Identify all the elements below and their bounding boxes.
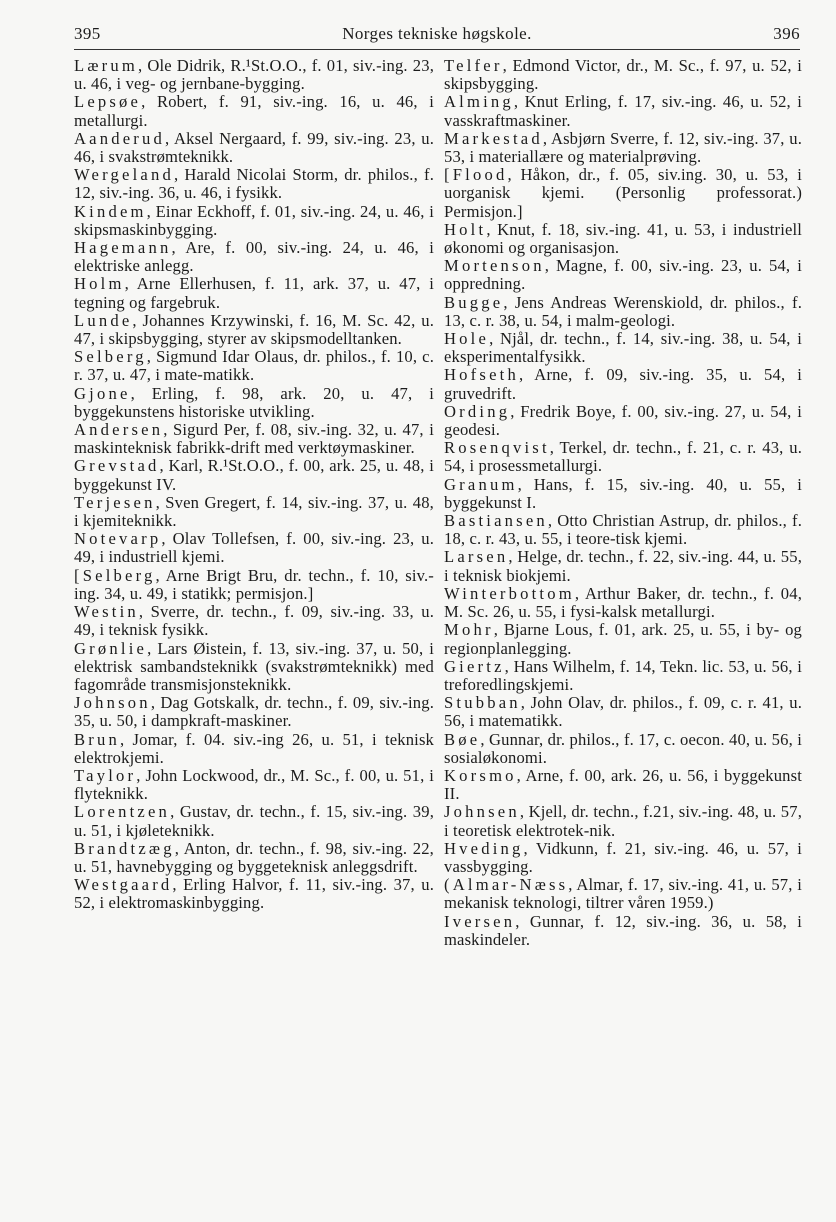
entry-surname: Johnsen [444, 802, 520, 822]
faculty-entry [74, 530, 434, 566]
entry-details: , Helge, dr. techn., f. 22, siv.-ing. 44, u. 55, i teknisk biokjemi. [444, 547, 802, 585]
entry-details: , Karl, R.¹St.O.O., f. 00, ark. 25, u. 48, i byggekunst IV. [74, 456, 434, 494]
entry-surname: Markestad [444, 128, 543, 148]
entry-details: , Johannes Krzywinski, f. 16, M. Sc. 42, u. 47, i skipsbygging, styrer av skipsmodelltanken. [74, 310, 434, 349]
entry-surname: [Flood [444, 165, 508, 185]
entry-details: , Arthur Baker, dr. techn., f. 04, M. Sc. 26, u. 55, i fysi-kalsk metallurgi. [444, 583, 802, 622]
entry-surname: Holt [444, 219, 487, 239]
entry-details: , Fredrik Boye, f. 00, siv.-ing. 27, u. 54, i geodesi. [444, 401, 802, 440]
faculty-entry [74, 348, 434, 384]
entry-surname: Bøe [444, 729, 481, 749]
entry-surname: Holm [74, 274, 125, 294]
faculty-entry [444, 548, 802, 584]
entry-surname: Notevarp [74, 529, 162, 549]
entry-details: , Arne Brigt Bru, dr. techn., f. 10, siv.-ing. 34, u. 49, i statikk; permisjon.] [74, 565, 434, 603]
entry-details: , Jens Andreas Werenskiold, dr. philos., f. 13, c. r. 38, u. 54, i malm-geologi. [444, 292, 802, 330]
faculty-entry [444, 658, 802, 694]
faculty-entry [74, 385, 434, 421]
entry-details: , Einar Eckhoff, f. 01, siv.-ing. 24, u. 46, i skipsmaskinbygging. [74, 201, 434, 239]
faculty-entry [74, 275, 434, 311]
faculty-entry [74, 130, 434, 166]
faculty-entry [74, 767, 434, 803]
faculty-entry [74, 694, 434, 730]
entry-details: , Sverre, dr. techn., f. 09, siv.-ing. 33, u. 49, i teknisk fysikk. [74, 602, 434, 640]
entry-details: , Hans, f. 15, siv.-ing. 40, u. 55, i byggekunst I. [444, 474, 802, 512]
entry-details: , Erling Halvor, f. 11, siv.-ing. 37, u. 52, i elektromaskinbygging. [74, 875, 434, 913]
entry-surname: Selberg [74, 347, 147, 367]
entry-surname: Alming [444, 92, 514, 112]
entry-details: , Olav Tollefsen, f. 00, siv.-ing. 23, u. 49, i industriell kjemi. [74, 529, 434, 567]
entry-details: , Sigurd Per, f. 08, siv.-ing. 32, u. 47, i maskinteknisk fabrikk-drift med verktøymaskiner. [74, 420, 434, 458]
entry-surname: Bastiansen [444, 511, 548, 531]
entry-details: , Sigmund Idar Olaus, dr. philos., f. 10, c. r. 37, u. 47, i mate-matikk. [74, 347, 434, 385]
faculty-entry [74, 239, 434, 275]
entry-surname: Lorentzen [74, 802, 171, 822]
entry-details: , John Lockwood, dr., M. Sc., f. 00, u. 51, i flyteknikk. [74, 765, 434, 804]
faculty-entry [74, 603, 434, 639]
faculty-entry [444, 330, 802, 366]
entry-details: , Edmond Victor, dr., M. Sc., f. 97, u. 52, i skipsbygging. [444, 56, 802, 94]
entry-details: , Vidkunn, f. 21, siv.-ing. 46, u. 57, i vassbygging. [444, 838, 802, 876]
entry-details: , Knut, f. 18, siv.-ing. 41, u. 53, i industriell økonomi og organisasjon. [444, 219, 802, 258]
page-number-right: 396 [773, 24, 800, 43]
entry-details: , Hans Wilhelm, f. 14, Tekn. lic. 53, u. 56, i treforedlingskjemi. [444, 656, 802, 694]
entry-details: , Dag Gotskalk, dr. techn., f. 09, siv.-ing. 35, u. 50, i dampkraft-maskiner. [74, 693, 434, 731]
right-column [444, 57, 802, 949]
entry-surname: Iversen [444, 911, 516, 931]
entry-details: , Sven Gregert, f. 14, siv.-ing. 37, u. 48, i kjemiteknikk. [74, 492, 434, 531]
faculty-entry [444, 476, 802, 512]
entry-details: , Ole Didrik, R.¹St.O.O., f. 01, siv.-ing. 23, u. 46, i veg- og jernbane-bygging. [74, 56, 434, 94]
entry-details: , Kjell, dr. techn., f.21, siv.-ing. 48, u. 57, i teoretisk elektrotek-nik. [444, 802, 802, 840]
faculty-entry [444, 585, 802, 621]
entry-surname: (Almar-Næss [444, 875, 569, 895]
entry-details: , Almar, f. 17, siv.-ing. 41, u. 57, i mekanisk teknologi, tiltrer våren 1959.) [444, 875, 802, 913]
faculty-entry [444, 366, 802, 402]
entry-surname: Bugge [444, 292, 504, 312]
faculty-entry [74, 457, 434, 493]
entry-details: , Gunnar, dr. philos., f. 17, c. oecon. 40, u. 56, i sosialøkonomi. [444, 729, 802, 767]
entry-surname: Rosenqvist [444, 438, 550, 458]
entry-details: , Jomar, f. 04. siv.-ing 26, u. 51, i teknisk elektrokjemi. [74, 729, 434, 767]
entry-surname: Giertz [444, 656, 505, 676]
entry-surname: Korsmo [444, 765, 517, 785]
entry-details: , John Olav, dr. philos., f. 09, c. r. 41, u. 56, i matematikk. [444, 693, 802, 731]
entry-surname: Lepsøe [74, 92, 142, 112]
entry-surname: Hveding [444, 838, 524, 858]
entry-surname: Grønlie [74, 638, 148, 658]
entry-details: , Njål, dr. techn., f. 14, siv.-ing. 38, u. 54, i eksperimentalfysikk. [444, 329, 802, 367]
faculty-entry [74, 57, 434, 93]
faculty-entry [444, 130, 802, 166]
entry-details: , Harald Nicolai Storm, dr. philos., f. 12, siv.-ing. 36, u. 46, i fysikk. [74, 165, 434, 203]
page-number-left: 395 [74, 24, 101, 43]
faculty-entry [444, 767, 802, 803]
faculty-entry [74, 494, 434, 530]
entry-details: , Bjarne Lous, f. 01, ark. 25, u. 55, i by- og regionplanlegging. [444, 620, 802, 658]
entry-details: , Håkon, dr., f. 05, siv.ing. 30, u. 53, i uorganisk kjemi. (Personlig professorat.) Permisjon.] [444, 165, 802, 221]
faculty-entry [444, 731, 802, 767]
entry-surname: Aanderud [74, 128, 166, 148]
faculty-entry [444, 913, 802, 949]
faculty-entry [444, 512, 802, 548]
entry-surname: Larsen [444, 547, 509, 567]
entry-surname: Hagemann [74, 238, 172, 258]
entry-surname: Lunde [74, 310, 133, 330]
entry-surname: Brandtzæg [74, 838, 175, 858]
faculty-entry [74, 166, 434, 202]
faculty-entry [74, 731, 434, 767]
faculty-entry [444, 803, 802, 839]
entry-surname: Lærum [74, 56, 138, 75]
entry-surname: Mohr [444, 620, 494, 640]
entry-details: , Knut Erling, f. 17, siv.-ing. 46, u. 52, i vasskraftmaskiner. [444, 92, 802, 130]
faculty-entry [74, 840, 434, 876]
entry-details: , Anton, dr. techn., f. 98, siv.-ing. 22, u. 51, havnebygging og byggeteknisk anleggsdrift. [74, 838, 434, 876]
entry-surname: Taylor [74, 765, 137, 785]
faculty-entry [74, 567, 434, 603]
entry-surname: Johnson [74, 693, 151, 713]
entry-details: , Arne Ellerhusen, f. 11, ark. 37, u. 47, i tegning og fargebruk. [74, 274, 434, 312]
entry-surname: Brun [74, 729, 120, 749]
faculty-entry [444, 57, 802, 93]
faculty-entry [444, 876, 802, 912]
faculty-entry [74, 803, 434, 839]
entry-details: , Arne, f. 00, ark. 26, u. 56, i byggekunst II. [444, 765, 802, 804]
entry-surname: Westin [74, 602, 139, 622]
entry-surname: Grevstad [74, 456, 160, 476]
entry-surname: Winterbottom [444, 583, 575, 603]
entry-details: , Magne, f. 00, siv.-ing. 23, u. 54, i oppredning. [444, 256, 802, 294]
entry-surname: Gjone [74, 383, 131, 403]
entry-details: , Arne, f. 09, siv.-ing. 35, u. 54, i gruvedrift. [444, 365, 802, 403]
entry-surname: [Selberg [74, 565, 156, 585]
running-title: Norges tekniske høgskole. [342, 24, 532, 43]
entry-surname: Ording [444, 401, 511, 421]
faculty-entry [74, 312, 434, 348]
entry-details: , Otto Christian Astrup, dr. philos., f. 18, c. r. 43, u. 55, i teore-tisk kjemi. [444, 511, 802, 549]
faculty-entry [444, 439, 802, 475]
left-column [74, 57, 434, 913]
entry-surname: Terjesen [74, 492, 156, 512]
faculty-entry [444, 294, 802, 330]
faculty-entry [74, 421, 434, 457]
entry-surname: Hofseth [444, 365, 519, 385]
entry-surname: Granum [444, 474, 518, 494]
entry-surname: Mortenson [444, 256, 545, 276]
faculty-entry [74, 203, 434, 239]
entry-surname: Telfer [444, 56, 503, 75]
entry-details: , Lars Øistein, f. 13, siv.-ing. 37, u. 50, i elektrisk sambandsteknikk (svakstrømteknikk) med fagområde transmisjonsteknikk. [74, 638, 434, 694]
entry-surname: Kindem [74, 201, 147, 221]
faculty-entry [444, 403, 802, 439]
faculty-entry [444, 257, 802, 293]
faculty-entry [444, 621, 802, 657]
entry-surname: Westgaard [74, 875, 173, 895]
entry-details: , Terkel, dr. techn., f. 21, c. r. 43, u. 54, i prosessmetallurgi. [444, 438, 802, 476]
entry-surname: Wergeland [74, 165, 174, 185]
faculty-entry [74, 640, 434, 695]
entry-details: , Erling, f. 98, ark. 20, u. 47, i byggekunstens historiske utvikling. [74, 383, 434, 421]
entry-details: , Gunnar, f. 12, siv.-ing. 36, u. 58, i maskindeler. [444, 911, 802, 949]
faculty-entry [444, 93, 802, 129]
entry-details: , Are, f. 00, siv.-ing. 24, u. 46, i elektriske anlegg. [74, 238, 434, 276]
header-rule [74, 49, 800, 50]
faculty-entry [74, 876, 434, 912]
entry-details: , Robert, f. 91, siv.-ing. 16, u. 46, i metallurgi. [74, 92, 434, 130]
faculty-entry [74, 93, 434, 129]
faculty-entry [444, 166, 802, 221]
faculty-entry [444, 840, 802, 876]
entry-details: , Aksel Nergaard, f. 99, siv.-ing. 23, u. 46, i svakstrømteknikk. [74, 128, 434, 167]
entry-details: , Gustav, dr. techn., f. 15, siv.-ing. 39, u. 51, i kjøleteknikk. [74, 802, 434, 840]
entry-surname: Hole [444, 329, 490, 349]
entry-details: , Asbjørn Sverre, f. 12, siv.-ing. 37, u. 53, i materiallære og materialprøving. [444, 128, 802, 167]
entry-surname: Stubban [444, 693, 521, 713]
entry-surname: Andersen [74, 420, 164, 440]
faculty-entry [444, 694, 802, 730]
page-header [74, 24, 800, 48]
faculty-entry [444, 221, 802, 257]
